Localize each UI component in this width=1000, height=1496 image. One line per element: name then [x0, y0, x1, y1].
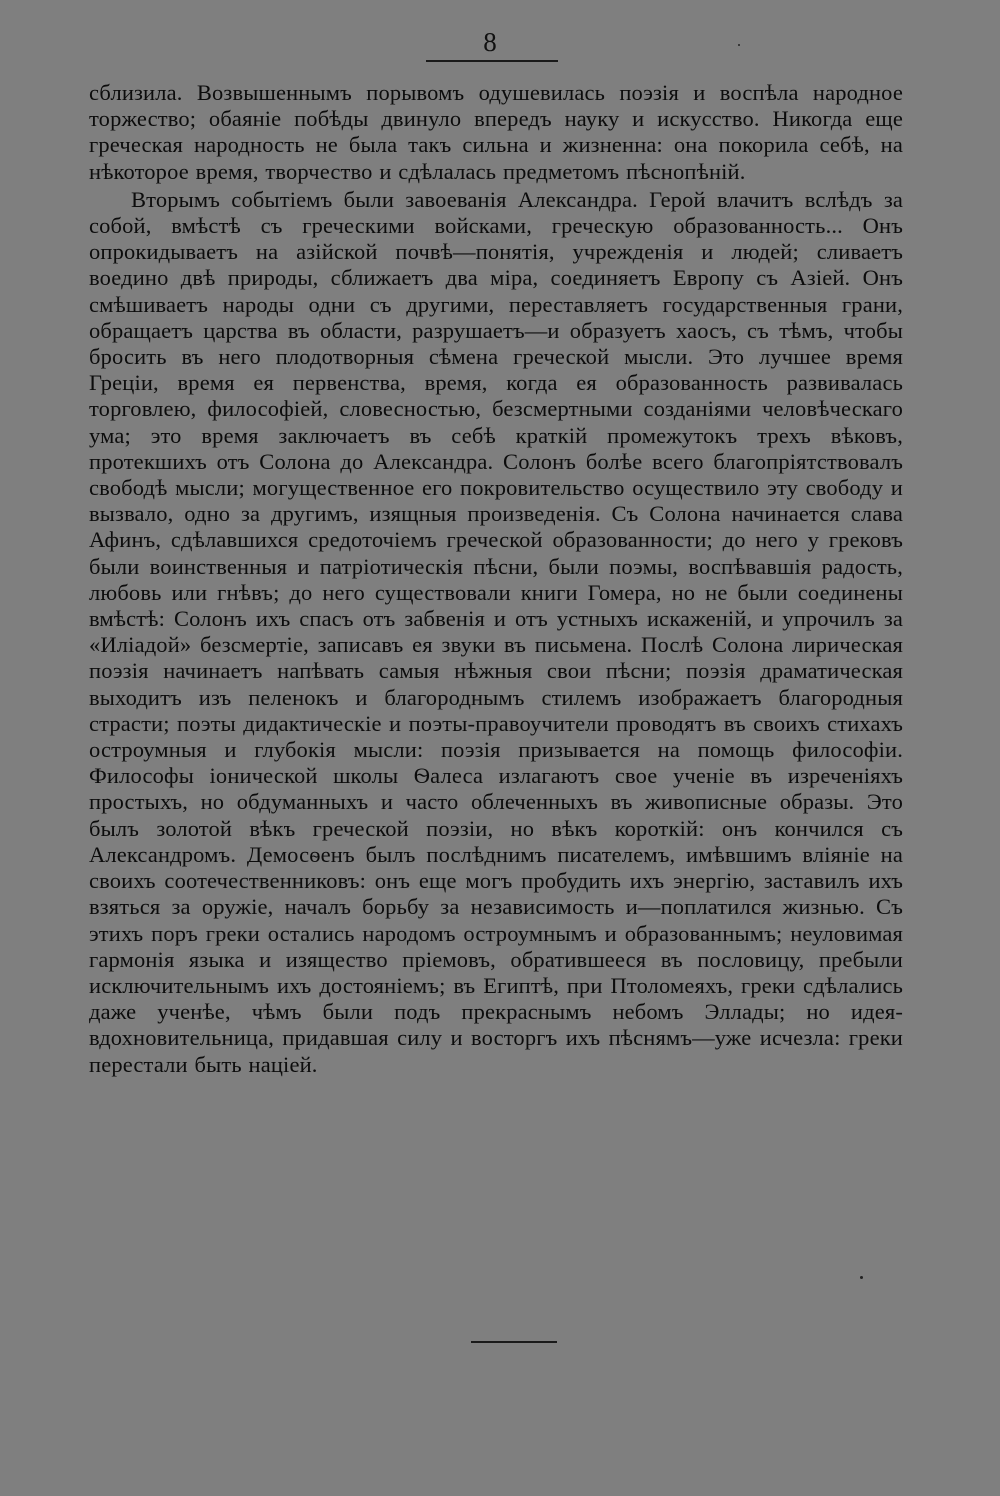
page-number: 8 [483, 27, 497, 57]
paragraph-1: сблизила. Возвышеннымъ порывомъ одушевилась поэзія и воспѣла народное торжество; обаяніе побѣды двинуло впередъ науку и искусство. Никогда еще греческая народность не была такъ сильна и жизненна: она покорила себѣ, на нѣкоторое время, творчество и сдѣлалась предметомъ пѣснопѣній. [89, 80, 903, 184]
paragraph-2: Вторымъ событіемъ были завоеванія Александра. Герой влачитъ вслѣдъ за собой, вмѣстѣ съ греческими войсками, греческую образованность... Онъ опрокидываетъ на азійской почвѣ—понятія, учрежденія и людей; сливаетъ воедино двѣ природы, сближаетъ два міра, соединяетъ Европу съ Азіей. Онъ смѣшиваетъ народы одни съ другими, переставляетъ государственныя грани, обращаетъ царства въ области, разрушаетъ—и образуетъ хаосъ, съ тѣмъ, чтобы бросить въ него плодотворныя сѣмена греческой мысли. Это лучшее время Греціи, время ея первенства, время, когда ея образованность развивалась торговлею, философіей, словесностью, безсмертными созданіями человѣческаго ума; это время заключаетъ въ себѣ краткій промежутокъ трехъ вѣковъ, протекшихъ отъ Солона до Александра. Солонъ болѣе всего благопріятствовалъ свободѣ мысли; могущественное его покровительство осуществило эту свободу и вызвало, одно за другимъ, изящныя произведенія. Съ Солона начинается слава Афинъ, сдѣлавшихся средоточіемъ греческой образованности; до него у грековъ были воинственныя и патріотическія пѣсни, были поэмы, воспѣвавшія радость, любовь или гнѣвъ; до него существовали книги Гомера, но не были соединены вмѣстѣ: Солонъ ихъ спасъ отъ забвенія и отъ устныхъ искаженій, и упрочилъ за «Иліадой» безсмертіе, записавъ ея звуки въ письмена. Послѣ Солона лирическая поэзія начинаетъ напѣвать самыя нѣжныя свои пѣсни; поэзія драматическая выходитъ изъ пеленокъ и благороднымъ стилемъ изображаетъ благородныя страсти; поэты дидактическіе и поэты-правоучители проводятъ въ своихъ стихахъ остроумныя и глубокія мысли: поэзія призывается на помощь философіи. Философы іонической школы Ѳалеса излагаютъ свое ученіе въ изреченіяхъ простыхъ, но обдуманныхъ и часто облеченныхъ въ живописные образы. Это былъ золотой вѣкъ греческой поэзіи, но вѣкъ короткій: онъ кончился съ Александромъ. Демосѳенъ былъ послѣднимъ писателемъ, имѣвшимъ вліяніе на своихъ соотечественниковъ: онъ еще могъ пробудить ихъ энергію, заставилъ ихъ взяться за оружіе, началъ борьбу за независимость и—поплатился жизнью. Съ этихъ поръ греки остались народомъ остроумнымъ и образованнымъ; неуловимая гармонія языка и изящество пріемовъ, обратившееся въ пословицу, пребыли исключительнымъ ихъ достояніемъ; въ Египтѣ, при Птоломеяхъ, греки сдѣлались даже ученѣе, чѣмъ были подъ прекраснымъ небомъ Эллады; но идея-вдохновительница, придавшая силу и восторгъ ихъ пѣснямъ—уже исчезла: греки перестали быть націей. [89, 186, 903, 1077]
header-rule [426, 60, 558, 62]
end-rule [471, 1341, 557, 1343]
ink-speck [738, 44, 740, 46]
ink-speck [860, 1276, 863, 1279]
body-text [89, 80, 903, 1078]
